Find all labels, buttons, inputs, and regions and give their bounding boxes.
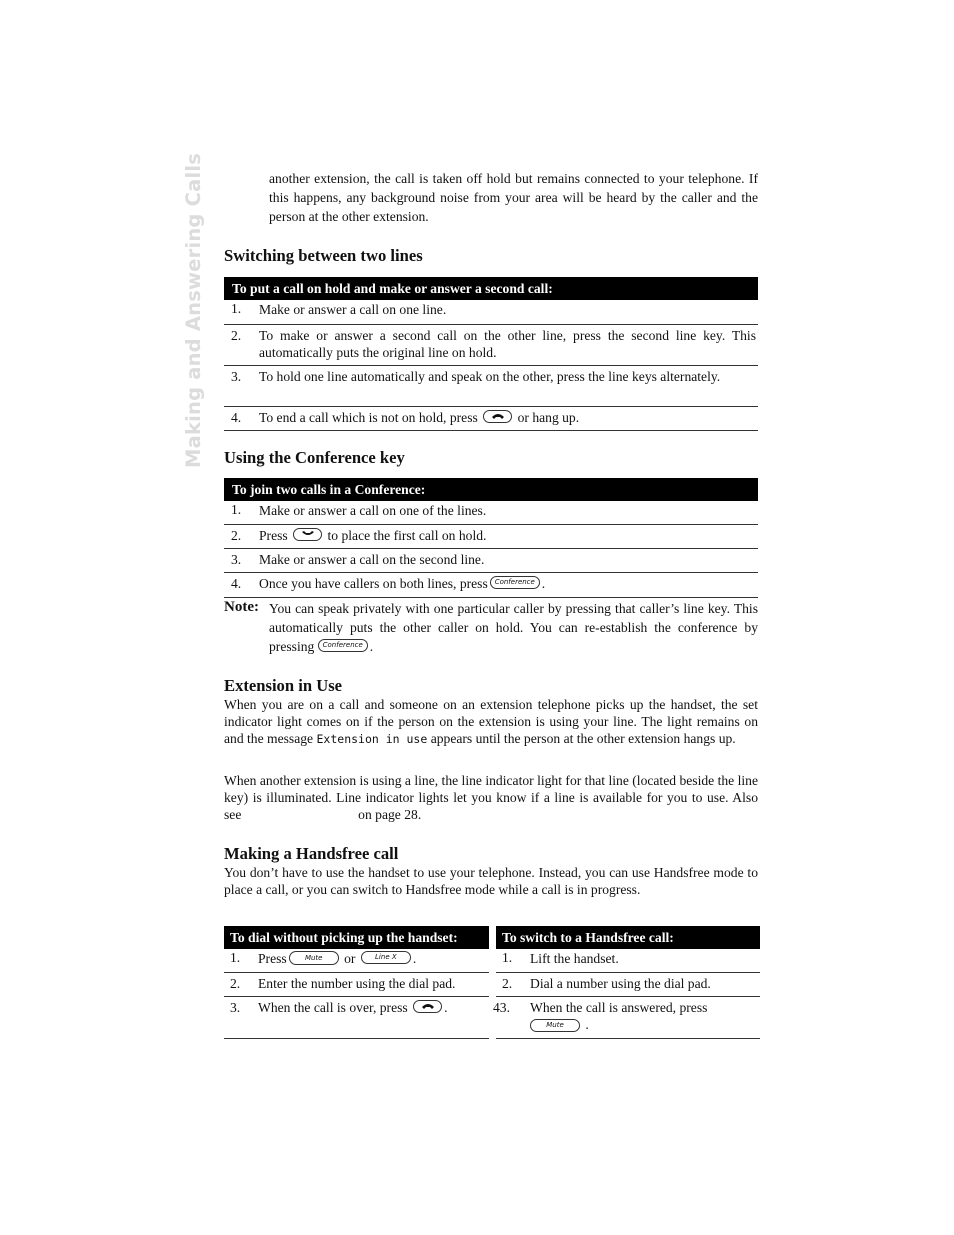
note-end: .	[369, 639, 374, 654]
table-row	[496, 949, 760, 973]
step-number: 1.	[231, 502, 242, 517]
sidebar-section-title: Making and Answering Calls	[182, 152, 205, 468]
extension-text: When another extension is using a line, the line indicator light for that line (located beside the line key) is illuminated. Line indicator lights let you know if a line is available for you to use. Also see	[224, 773, 758, 822]
step-number: 3.	[231, 369, 242, 384]
table-row	[224, 325, 758, 366]
switching-heading: Switching between two lines	[224, 246, 423, 265]
handsfree-dial-table-header: To dial without picking up the handset:	[224, 926, 489, 949]
handsfree-dial-table	[224, 926, 489, 1039]
step-text-after: .	[541, 576, 546, 591]
step-text-mid: or	[344, 951, 356, 966]
extension-text: appears until the person at the other extension hangs up.	[430, 731, 736, 746]
step-text	[224, 527, 758, 544]
step-number: 2.	[230, 976, 241, 991]
step-text-after: .	[585, 1017, 589, 1032]
step-number: 1.	[231, 301, 242, 316]
step-text	[496, 999, 760, 1033]
step-text	[224, 409, 758, 426]
intro-paragraph: another extension, the call is taken off hold but remains connected to your telephone. If this happens, any background noise from your area will be heard by the caller and the person at the other extension.	[269, 171, 758, 224]
conference-table-header: To join two calls in a Conference:	[224, 478, 758, 501]
table-row	[496, 973, 760, 997]
note-text: You can speak privately with one particular caller by pressing that caller’s line key. This automatically puts the other caller on hold. You can re-establish the conference by pressing	[269, 601, 758, 654]
handsfree-heading: Making a Handsfree call	[224, 844, 399, 863]
step-text: Make or answer a call on one line.	[259, 302, 447, 317]
step-number: 4.	[231, 576, 242, 591]
extension-paragraph-1	[224, 696, 758, 748]
switching-table	[224, 277, 758, 431]
release-key-icon	[413, 1000, 442, 1013]
step-text-before: Once you have callers on both lines, press	[259, 576, 488, 591]
table-row	[224, 573, 758, 598]
table-row	[224, 525, 758, 549]
table-row	[493, 997, 760, 1039]
conference-key-icon: Conference	[318, 639, 368, 652]
step-text	[224, 575, 758, 592]
release-key-icon	[483, 410, 512, 423]
table-row	[224, 549, 758, 573]
conference-key-icon: Conference	[490, 576, 540, 589]
conference-table	[224, 478, 758, 598]
handsfree-mute-key-icon: Mute	[289, 951, 339, 965]
step-text-before: To end a call which is not on hold, press	[259, 410, 478, 425]
step-text-after: to place the first call on hold.	[327, 528, 487, 543]
step-number: 3.	[230, 1000, 241, 1015]
step-number: 2.	[231, 528, 242, 543]
conference-heading: Using the Conference key	[224, 448, 405, 467]
handsfree-mute-key-icon: Mute	[530, 1019, 580, 1032]
table-row	[224, 407, 758, 431]
step-text-before: Press	[258, 951, 287, 966]
step-number: 1.	[502, 950, 513, 965]
step-text: To hold one line automatically and speak on the other, press the line keys alternately.	[259, 369, 721, 384]
step-text-after: .	[412, 951, 417, 966]
table-row	[224, 973, 489, 997]
table-row	[224, 997, 489, 1039]
step-number: 4.	[231, 410, 242, 425]
step-text: Enter the number using the dial pad.	[258, 976, 456, 991]
step-text	[224, 999, 489, 1016]
step-text: To make or answer a second call on the other line, press the second line key. This automatically puts the original line on hold.	[259, 328, 756, 360]
table-row	[224, 366, 758, 407]
step-text: Make or answer a call on the second line.	[259, 552, 485, 567]
step-text-before: When the call is answered, press	[530, 1000, 708, 1015]
step-number: 3.	[231, 552, 242, 567]
step-text-before: When the call is over, press	[258, 1000, 408, 1015]
note-label: Note:	[224, 599, 259, 615]
extension-text: When you are on a call and someone on an extension telephone picks up the handset, the set indicator light comes on if the person on the extension is using your line. The light remains on and the message	[224, 697, 758, 746]
step-number: 1.	[230, 950, 241, 965]
step-text-after: .	[444, 1000, 448, 1015]
handsfree-intro: You don’t have to use the handset to use your telephone. Instead, you can use Handsfree mode to place a call, or you can switch to Handsfree mode while a call is in progress.	[224, 865, 758, 897]
note-paragraph	[269, 599, 758, 656]
handsfree-switch-table	[493, 926, 760, 1039]
table-row	[224, 949, 489, 973]
step-number: 2.	[231, 328, 242, 343]
step-number: 2.	[502, 976, 513, 991]
display-message: Extension in use	[316, 732, 428, 746]
step-text: Dial a number using the dial pad.	[530, 976, 711, 991]
line-key-icon: Line X	[361, 951, 411, 964]
step-text-after: or hang up.	[517, 410, 580, 425]
table-row	[224, 300, 758, 325]
extension-heading: Extension in Use	[224, 676, 343, 695]
switching-table-header: To put a call on hold and make or answer a second call:	[224, 277, 758, 300]
step-text: Make or answer a call on one of the lines.	[259, 503, 487, 518]
extension-paragraph-2	[224, 772, 758, 823]
hold-key-icon	[293, 528, 322, 541]
extension-text: on page 28.	[358, 807, 422, 822]
step-text-before: Press	[259, 528, 288, 543]
handsfree-switch-table-header: To switch to a Handsfree call:	[496, 926, 760, 949]
step-text	[224, 950, 489, 967]
step-number: 43.	[493, 1000, 510, 1015]
step-text: Lift the handset.	[530, 951, 619, 966]
table-row	[224, 501, 758, 525]
